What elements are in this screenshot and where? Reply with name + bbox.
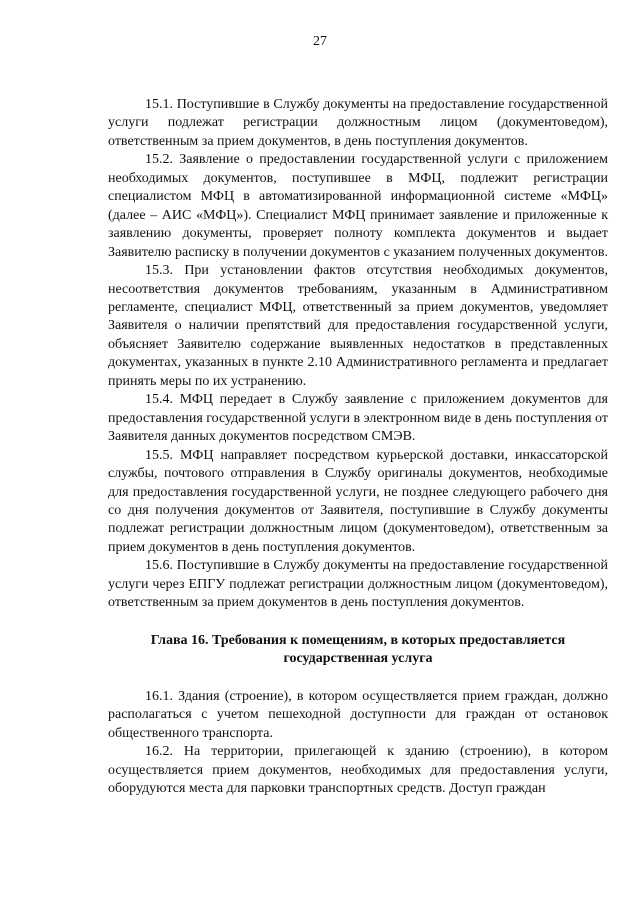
document-body bbox=[108, 96, 608, 798]
paragraph-15-6: 15.6. Поступившие в Службу документы на предоставление государственной услуги через ЕПГУ подлежат регистрации должностным лицом (документоведом), ответственным за прием документов в день поступления документов. bbox=[108, 558, 608, 611]
page-number: 27 bbox=[313, 34, 327, 49]
chapter-16-heading-line-2: государственная услуга bbox=[283, 651, 433, 667]
chapter-16-heading-line-1: Глава 16. Требования к помещениям, в которых предоставляется bbox=[150, 632, 566, 648]
paragraph-15-1: 15.1. Поступившие в Службу документы на предоставление государственной услуги подлежат регистрации должностным лицом (документоведом), ответственным за прием документов, в день поступления документов. bbox=[108, 97, 608, 149]
paragraph-15-4: 15.4. МФЦ передает в Службу заявление с приложением документов для предоставления государственной услуги в электронном виде в день поступления от Заявителя данных документов посредством СМЭВ. bbox=[108, 392, 608, 445]
chapter-16-heading bbox=[108, 632, 608, 669]
paragraph-15-5: 15.5. МФЦ направляет посредством курьерской доставки, инкассаторской службы, почтового отправления в Службу оригиналы документов, необходимые для предоставления государственной услуги, не позднее следующего рабочего дня со дня получения документов от Заявителя, поступившие в Службу документы подлежат регистрации должностным лицом (документоведом), ответственным за прием документов в день поступления документов. bbox=[108, 447, 608, 555]
paragraph-16-2: 16.2. На территории, прилегающей к зданию (строению), в котором осуществляется прием документов, необходимых для предоставления услуги, оборудуются места для парковки транспортных средств. Доступ граждан bbox=[108, 744, 608, 796]
paragraph-15-2: 15.2. Заявление о предоставлении государственной услуги с приложением необходимых документов, поступившее в МФЦ, подлежит регистрации специалистом МФЦ в автоматизированной информационной системе «МФЦ» (далее – АИС «МФЦ»). Специалист МФЦ принимает заявление и приложенные к заявлению документы, проверяет полноту комплекта документов и выдает Заявителю расписку в получении документов с указанием полученных документов. bbox=[108, 152, 608, 260]
paragraph-16-1: 16.1. Здания (строение), в котором осуществляется прием граждан, должно располагаться с учетом пешеходной доступности для граждан от остановок общественного транспорта. bbox=[108, 688, 608, 741]
paragraph-15-3: 15.3. При установлении фактов отсутствия необходимых документов, несоответствия документов требованиям, указанным в Административном регламенте, специалист МФЦ, ответственный за прием документов, уведомляет Заявителя о наличии препятствий для предоставления государственной услуги, объясняет Заявителю содержание выявленных недостатков в представленных документах, указанных в пункте 2.10 Административного регламента и предлагает принять меры по их устранению. bbox=[108, 263, 608, 389]
